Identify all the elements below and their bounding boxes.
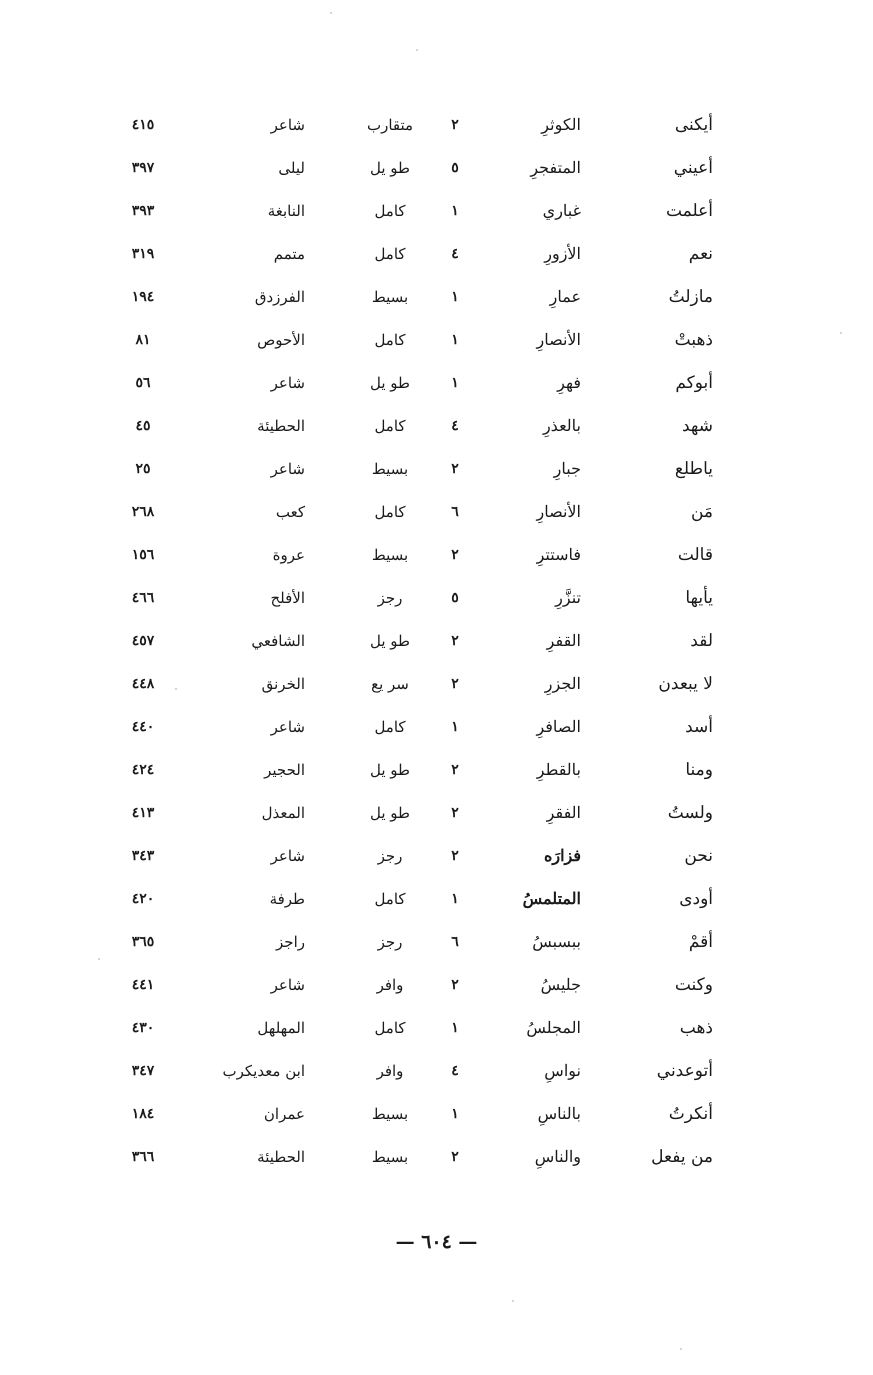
table-row [0, 449, 873, 492]
meter-name: طو يل [370, 761, 410, 779]
first-word: ولستُ [667, 803, 713, 823]
page-reference: ٤٤١ [131, 977, 155, 993]
first-word: أعلمت [665, 201, 713, 221]
poet-name: شاعر [270, 374, 305, 392]
poet-name: المهلهل [257, 1019, 305, 1037]
meter-name: كامل [374, 890, 406, 908]
rhyme-word: ببسبسُ [532, 932, 581, 951]
poet-name: شاعر [270, 116, 305, 134]
table-row [0, 1008, 873, 1051]
scan-speck [330, 12, 332, 14]
rhyme-word: فزارَه [543, 846, 581, 865]
table-row [0, 836, 873, 879]
page-reference: ٤٣٠ [131, 1020, 155, 1036]
page-reference: ٤٤٨ [131, 676, 155, 692]
meter-name: بسيط [371, 1148, 409, 1166]
verse-count: ٢ [451, 461, 459, 477]
verse-count: ٢ [451, 848, 459, 864]
page-reference: ٢٥ [135, 461, 151, 477]
rhyme-word: والناسِ [534, 1147, 581, 1166]
meter-name: كامل [374, 503, 406, 521]
verse-count: ١ [451, 332, 459, 348]
verse-count: ٢ [451, 633, 459, 649]
verse-count: ٤ [451, 246, 459, 262]
page-reference: ٣٩٣ [131, 203, 155, 219]
table-row [0, 105, 873, 148]
rhyme-word: المتفجرِ [530, 158, 581, 177]
table-row [0, 922, 873, 965]
verse-count: ٢ [451, 117, 459, 133]
page-reference: ١٥٦ [131, 547, 155, 563]
poet-name: المعذل [261, 804, 305, 822]
verse-count: ٢ [451, 977, 459, 993]
rhyme-word: فهرِ [557, 373, 581, 392]
page-reference: ٨١ [135, 332, 151, 348]
meter-name: كامل [374, 718, 406, 736]
rhyme-word: عمارِ [549, 287, 581, 306]
scan-speck [680, 1348, 682, 1350]
table-row [0, 965, 873, 1008]
meter-name: طو يل [370, 159, 410, 177]
table-row [0, 621, 873, 664]
rhyme-word: الفقرِ [546, 803, 581, 822]
rhyme-word: بالعذرِ [542, 416, 581, 435]
rhyme-word: الصافرِ [536, 717, 581, 736]
rhyme-word: المتلمسُ [522, 889, 581, 908]
first-word: قالت [677, 545, 713, 565]
page-reference: ٤١٥ [131, 117, 155, 133]
table-row [0, 535, 873, 578]
meter-name: بسيط [371, 460, 409, 478]
poet-name: شاعر [270, 718, 305, 736]
poet-name: النابغة [267, 202, 305, 220]
first-word: نعم [688, 244, 713, 264]
poet-name: عمران [263, 1105, 305, 1123]
page-reference: ٤٤٠ [131, 719, 155, 735]
first-word: شهد [681, 416, 713, 436]
poet-name: متمم [273, 245, 305, 263]
page-reference: ٤٥ [135, 418, 151, 434]
rhyme-word: تنزَّرِ [555, 588, 581, 607]
poet-name: ابن معديكرب [222, 1062, 305, 1080]
table-row [0, 406, 873, 449]
rhyme-word: الكوثرِ [541, 115, 581, 134]
page-reference: ٤٥٧ [131, 633, 155, 649]
verse-count: ٤ [451, 418, 459, 434]
first-word: من يفعل [651, 1147, 713, 1167]
meter-name: متقارب [366, 116, 414, 134]
meter-name: رجز [377, 847, 403, 865]
table-row [0, 277, 873, 320]
first-word: ذهب [679, 1018, 713, 1038]
page-number: — ٦٠٤ — [395, 1231, 478, 1253]
meter-name: وافر [376, 976, 404, 994]
meter-name: كامل [374, 202, 406, 220]
table-row [0, 1094, 873, 1137]
rhyme-word: جبارِ [553, 459, 581, 478]
verse-count: ٦ [451, 504, 459, 520]
first-word: وكنت [674, 975, 713, 995]
poetry-index-table [0, 105, 873, 1180]
rhyme-word: بالقطرِ [536, 760, 581, 779]
poet-name: ليلى [278, 159, 305, 177]
verse-count: ٥ [451, 160, 459, 176]
meter-name: سر يع [371, 675, 409, 693]
verse-count: ١ [451, 1020, 459, 1036]
table-row [0, 879, 873, 922]
page-reference: ١٩٤ [131, 289, 155, 305]
verse-count: ٢ [451, 547, 459, 563]
poet-name: الحجير [264, 761, 305, 779]
poet-name: الأفلح [270, 589, 305, 607]
rhyme-word: الجزرِ [544, 674, 581, 693]
first-word: أودى [679, 889, 713, 909]
poet-name: الحطيئة [257, 1148, 305, 1166]
first-word: أسد [685, 717, 713, 737]
first-word: أتوعدني [656, 1061, 713, 1081]
verse-count: ٦ [451, 934, 459, 950]
poet-name: الفرزدق [254, 288, 305, 306]
page-reference: ١٨٤ [131, 1106, 155, 1122]
first-word: ذهبتْ [674, 330, 713, 350]
page-reference: ٣٦٦ [131, 1149, 155, 1165]
poet-name: الشافعي [251, 632, 305, 650]
first-word: ياطلع [674, 459, 713, 479]
verse-count: ٢ [451, 1149, 459, 1165]
poet-name: راجز [276, 933, 305, 951]
meter-name: بسيط [371, 288, 409, 306]
meter-name: كامل [374, 331, 406, 349]
rhyme-word: غباري [542, 201, 581, 220]
table-row [0, 234, 873, 277]
verse-count: ٢ [451, 762, 459, 778]
poet-name: عروة [272, 546, 305, 564]
page-reference: ٢٦٨ [131, 504, 155, 520]
table-row [0, 320, 873, 363]
rhyme-word: الأزورِ [544, 244, 581, 263]
poet-name: كعب [275, 503, 305, 521]
verse-count: ٤ [451, 1063, 459, 1079]
meter-name: رجز [377, 933, 403, 951]
first-word: أقمْ [688, 932, 713, 952]
table-row [0, 148, 873, 191]
rhyme-word: بالناسِ [537, 1104, 581, 1123]
table-row [0, 1051, 873, 1094]
table-row [0, 707, 873, 750]
first-word: يأيها [685, 588, 713, 608]
scan-speck [512, 1300, 514, 1302]
page-reference: ٣٤٣ [131, 848, 155, 864]
poet-name: الخرنق [261, 675, 305, 693]
poet-name: شاعر [270, 847, 305, 865]
page-reference: ٤٦٦ [131, 590, 155, 606]
first-word: مَن [690, 502, 713, 522]
verse-count: ١ [451, 289, 459, 305]
poet-name: الحطيئة [257, 417, 305, 435]
table-row [0, 1137, 873, 1180]
table-row [0, 191, 873, 234]
rhyme-word: جليسُ [540, 975, 581, 994]
meter-name: رجز [377, 589, 403, 607]
rhyme-word: نواسِ [544, 1061, 581, 1080]
first-word: لا يبعدن [658, 674, 713, 694]
rhyme-word: المجلسُ [526, 1018, 581, 1037]
page-reference: ٤١٣ [131, 805, 155, 821]
first-word: أعيني [673, 158, 713, 178]
meter-name: كامل [374, 245, 406, 263]
rhyme-word: فاستترِ [536, 545, 581, 564]
meter-name: طو يل [370, 804, 410, 822]
verse-count: ٢ [451, 676, 459, 692]
meter-name: بسيط [371, 1105, 409, 1123]
table-row [0, 363, 873, 406]
page-reference: ٣٩٧ [131, 160, 155, 176]
page-reference: ٣١٩ [131, 246, 155, 262]
first-word: نحن [684, 846, 713, 866]
table-row [0, 578, 873, 621]
poet-name: شاعر [270, 460, 305, 478]
page-reference: ٤٢٤ [131, 762, 155, 778]
first-word: ومنا [685, 760, 713, 780]
verse-count: ١ [451, 375, 459, 391]
meter-name: بسيط [371, 546, 409, 564]
table-row [0, 793, 873, 836]
verse-count: ١ [451, 891, 459, 907]
page-reference: ٥٦ [135, 375, 151, 391]
scan-speck [175, 688, 177, 690]
first-word: أنكرتُ [668, 1104, 713, 1124]
verse-count: ١ [451, 719, 459, 735]
scan-speck [416, 49, 418, 51]
first-word: أبوكم [675, 373, 713, 393]
meter-name: طو يل [370, 374, 410, 392]
page-reference: ٣٤٧ [131, 1063, 155, 1079]
verse-count: ١ [451, 1106, 459, 1122]
poet-name: الأحوص [257, 331, 305, 349]
rhyme-word: الأنصارِ [536, 330, 581, 349]
first-word: أيكنى [674, 115, 713, 135]
poet-name: شاعر [270, 976, 305, 994]
first-word: مازلتُ [668, 287, 713, 307]
meter-name: كامل [374, 417, 406, 435]
meter-name: وافر [376, 1062, 404, 1080]
rhyme-word: القفرِ [546, 631, 581, 650]
scan-speck [840, 332, 842, 334]
table-row [0, 750, 873, 793]
page-reference: ٤٢٠ [131, 891, 155, 907]
verse-count: ١ [451, 203, 459, 219]
verse-count: ٢ [451, 805, 459, 821]
poet-name: طرفة [269, 890, 305, 908]
meter-name: طو يل [370, 632, 410, 650]
table-row [0, 492, 873, 535]
page-reference: ٣٦٥ [131, 934, 155, 950]
scan-speck [98, 958, 100, 960]
table-row [0, 664, 873, 707]
meter-name: كامل [374, 1019, 406, 1037]
first-word: لقد [690, 631, 713, 651]
verse-count: ٥ [451, 590, 459, 606]
rhyme-word: الأنصارِ [536, 502, 581, 521]
